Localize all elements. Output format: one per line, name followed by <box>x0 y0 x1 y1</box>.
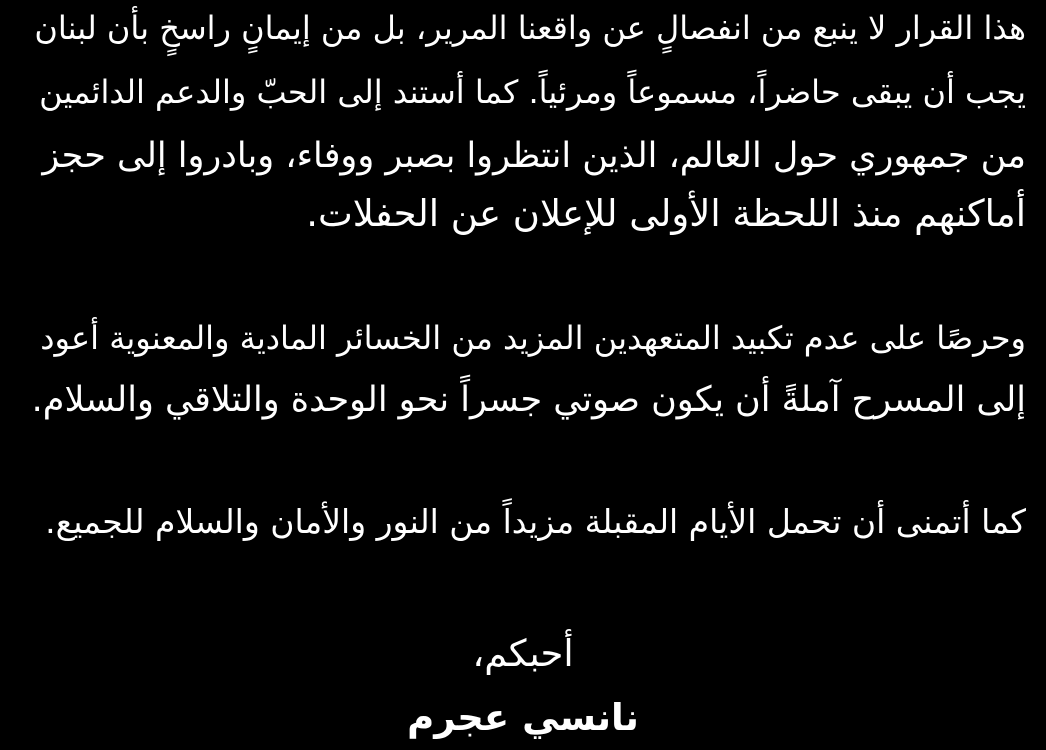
signature: نانسي عجرم <box>407 696 639 739</box>
paragraph-2-line-1: وحرصًا على عدم تكبيد المتعهدين المزيد من الخسائر المادية والمعنوية أعود <box>40 319 1026 357</box>
paragraph-2-line-2: إلى المسرح آملةً أن يكون صوتي جسراً نحو الوحدة والتلاقي والسلام. <box>31 380 1026 420</box>
paragraph-1-line-4: أماكنهم منذ اللحظة الأولى للإعلان عن الحفلات. <box>306 192 1026 235</box>
closing-line: أحبكم، <box>472 632 574 675</box>
paragraph-3: كما أتمنى أن تحمل الأيام المقبلة مزيداً من النور والأمان والسلام للجميع. <box>45 502 1026 541</box>
paragraph-1-line-2: يجب أن يبقى حاضراً، مسموعاً ومرئياً. كما أستند إلى الحبّ والدعم الدائمين <box>39 73 1026 111</box>
paragraph-1-line-3: من جمهوري حول العالم، الذين انتظروا بصبر ووفاء، وبادروا إلى حجز <box>42 136 1026 176</box>
paragraph-1-line-1: هذا القرار لا ينبع من انفصالٍ عن واقعنا المرير، بل من إيمانٍ راسخٍ بأن لبنان <box>34 9 1026 47</box>
